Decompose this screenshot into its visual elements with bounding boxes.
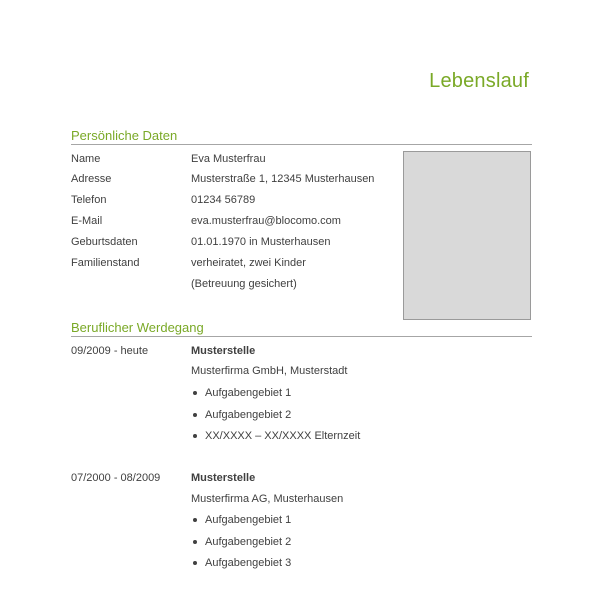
job-date: 09/2009 - heute <box>71 345 149 357</box>
personal-value: Eva Musterfrau <box>191 153 266 165</box>
job-task-text: XX/XXXX – XX/XXXX Elternzeit <box>205 430 361 442</box>
personal-value: eva.musterfrau@blocomo.com <box>191 215 341 227</box>
document-title: Lebenslauf <box>429 70 529 92</box>
personal-label: Name <box>71 153 101 165</box>
bullet-icon <box>193 540 197 544</box>
bullet-icon <box>193 518 197 522</box>
job-company: Musterfirma AG, Musterhausen <box>191 493 344 505</box>
personal-label: Geburtsdaten <box>71 236 138 248</box>
job-title: Musterstelle <box>191 472 256 484</box>
personal-value: 01.01.1970 in Musterhausen <box>191 236 331 248</box>
bullet-icon <box>193 561 197 565</box>
personal-value: 01234 56789 <box>191 194 256 206</box>
personal-value: verheiratet, zwei Kinder <box>191 257 306 269</box>
personal-label: Familienstand <box>71 257 140 269</box>
job-task-text: Aufgabengebiet 2 <box>205 536 292 548</box>
job-date: 07/2000 - 08/2009 <box>71 472 161 484</box>
job-title: Musterstelle <box>191 345 256 357</box>
personal-label: Adresse <box>71 173 112 185</box>
job-task-text: Aufgabengebiet 1 <box>205 514 292 526</box>
section-heading-personal: Persönliche Daten <box>71 128 532 145</box>
personal-label: Telefon <box>71 194 107 206</box>
bullet-icon <box>193 434 197 438</box>
personal-value: Musterstraße 1, 12345 Musterhausen <box>191 173 375 185</box>
job-task-text: Aufgabengebiet 1 <box>205 387 292 399</box>
section-heading-career: Beruflicher Werdegang <box>71 320 532 337</box>
photo-placeholder <box>403 151 531 320</box>
personal-value-note: (Betreuung gesichert) <box>191 278 297 290</box>
job-company: Musterfirma GmbH, Musterstadt <box>191 365 348 377</box>
job-task-text: Aufgabengebiet 2 <box>205 409 292 421</box>
job-task-text: Aufgabengebiet 3 <box>205 557 292 569</box>
bullet-icon <box>193 391 197 395</box>
personal-label: E-Mail <box>71 215 103 227</box>
bullet-icon <box>193 413 197 417</box>
